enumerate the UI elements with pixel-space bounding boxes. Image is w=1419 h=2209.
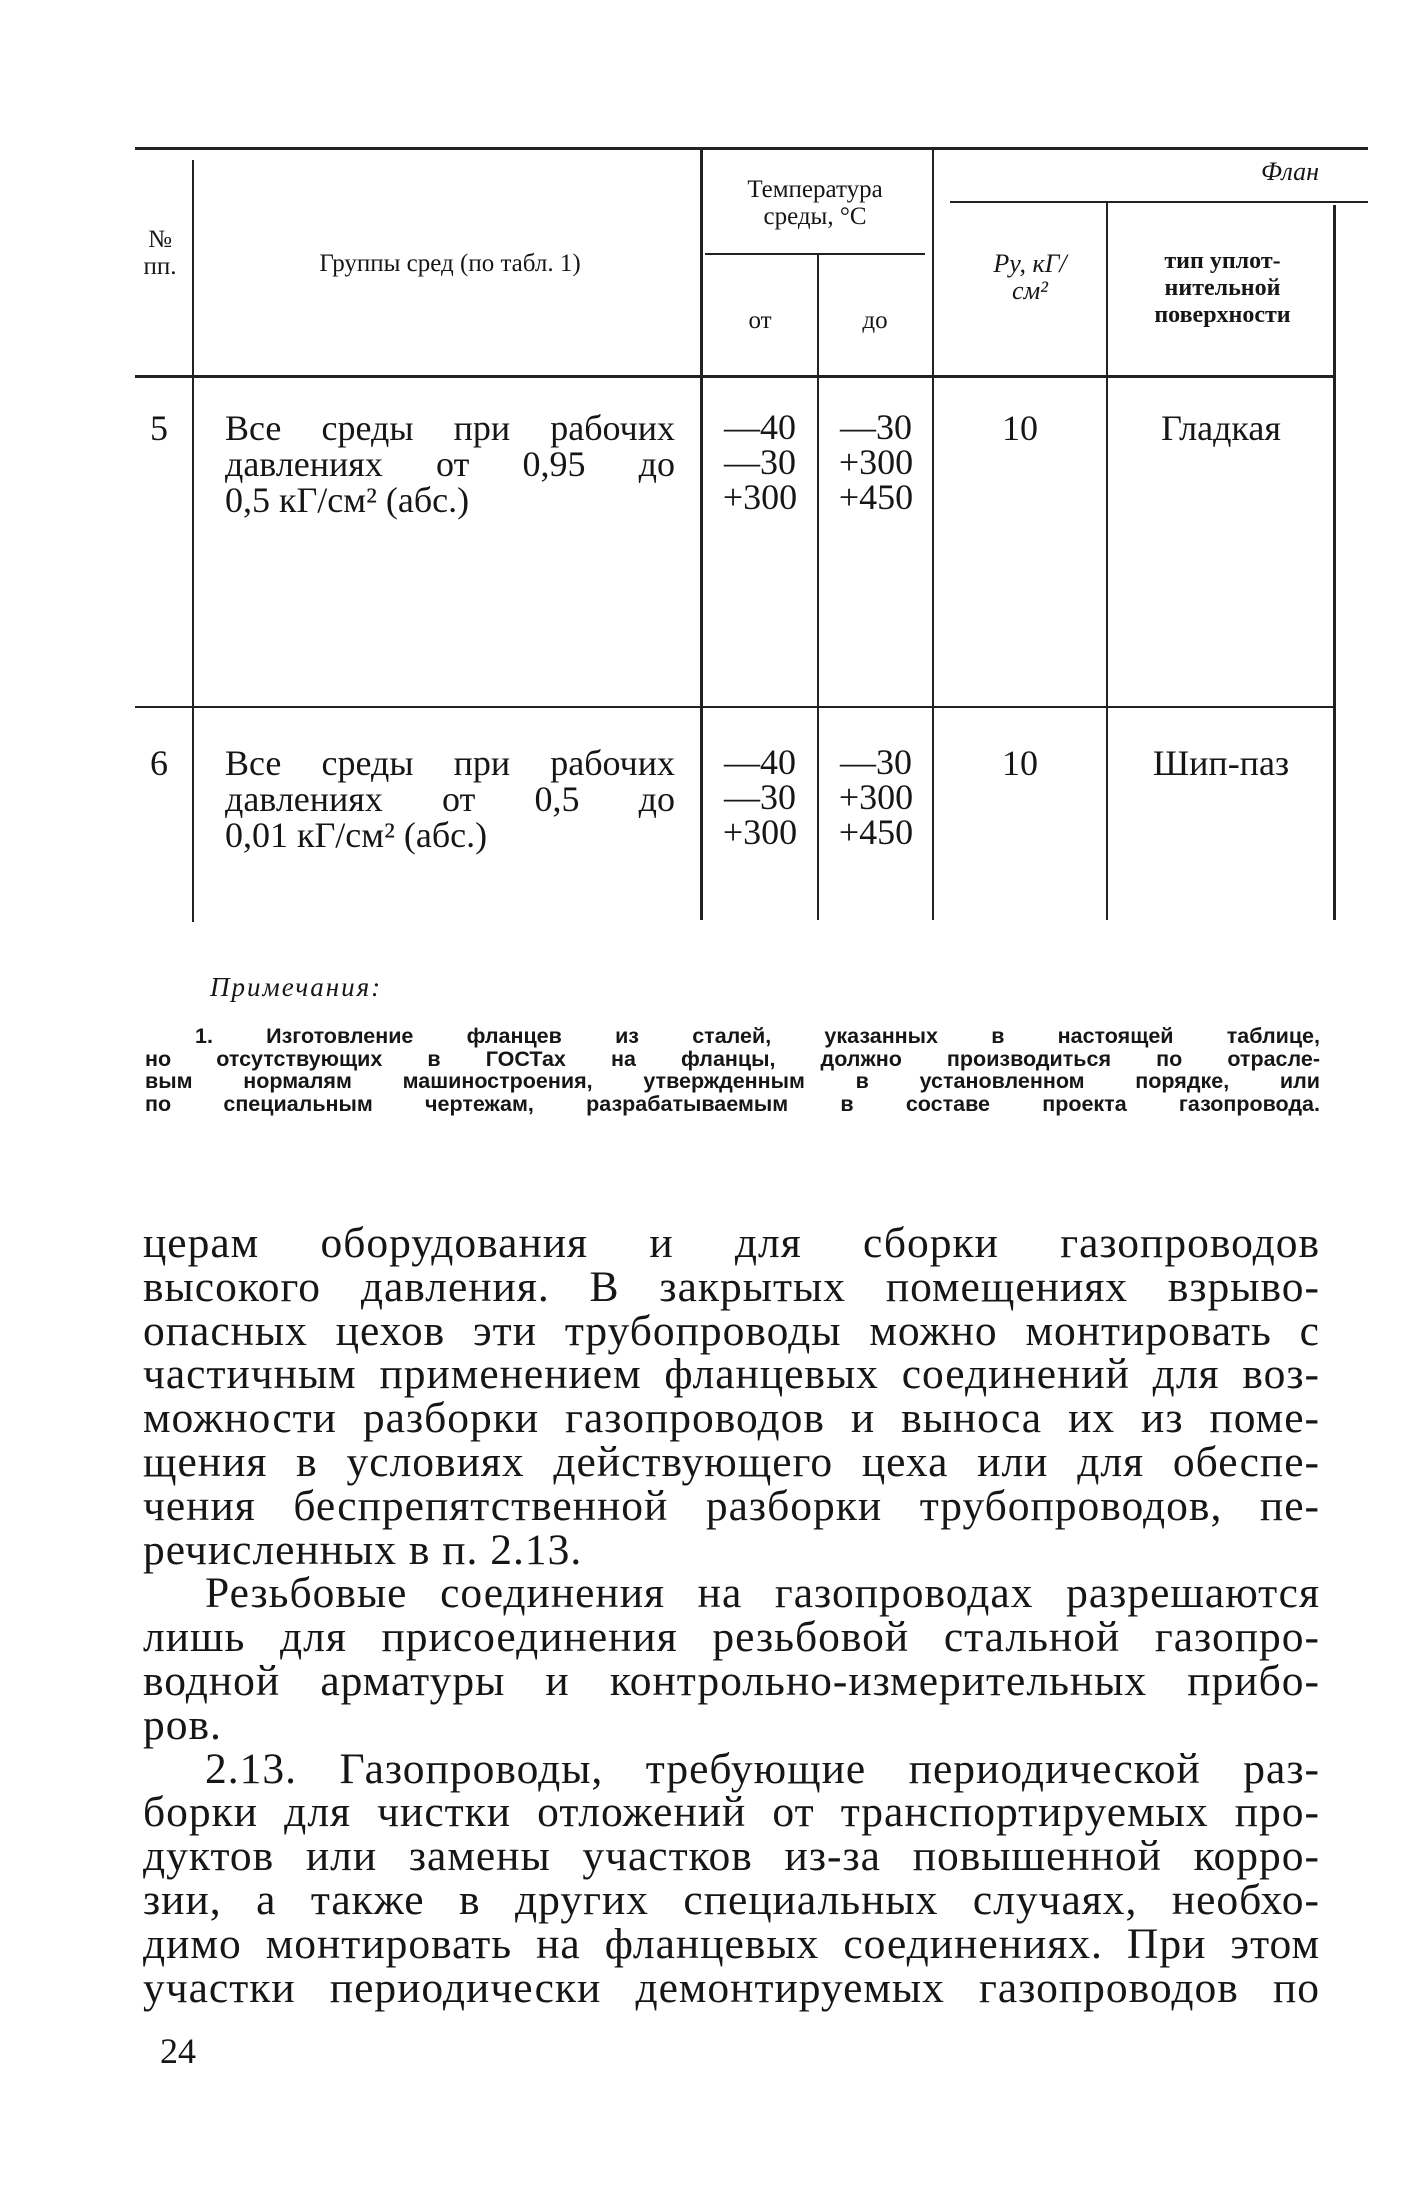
- temp-to: —30 +300 +450: [838, 407, 914, 517]
- temp-from: —40 —30 +300: [722, 407, 798, 517]
- col-line-4: [932, 148, 934, 920]
- col-line-1: [192, 160, 194, 922]
- body-text: церам оборудования и для сборки газопроводов высокого давления. В закрытых помещениях взрыво- опасных цехов эти трубопроводы можно монтировать с частичным применением фланцевых соединений для воз- можности разборки газопроводов и выноса их из поме- щения в условиях действующего цеха или для обеспе- чения беспрепятственной разборки трубопроводов, пе- речисленных в п. 2.13. Резьбовые соединения на газопроводах разрешаются лишь для присоединения резьбовой стальной газопро- водной арматуры и контрольно-измерительных прибо- ров. 2.13. Газопроводы, требующие периодической раз- борки для чистки отложений от транспортируемых про- дуктов или замены участков из-за повышенной корро- зии, а также в других специальных случаях, необхо- димо монтировать на фланцевых соединениях. При этом участки периодически демонтируемых газопроводов по: [143, 1219, 1320, 2012]
- row-group: Все среды при рабочих давлениях от 0,5 до 0,01 кГ/см² (абс.): [225, 743, 675, 855]
- header-bottom-rule: [135, 375, 1335, 378]
- row-number: 6: [150, 743, 168, 783]
- header-groups: Группы сред (по табл. 1): [319, 250, 581, 277]
- col-line-2: [700, 148, 703, 920]
- header-no: № пп.: [143, 226, 177, 280]
- header-to: до: [862, 307, 888, 334]
- header-from: от: [748, 307, 772, 334]
- row-number: 5: [150, 408, 168, 448]
- temp-sub-rule: [705, 253, 925, 255]
- col-line-5: [1106, 203, 1108, 920]
- flange-sub-rule: [950, 201, 1368, 203]
- seal-type: Гладкая: [1161, 408, 1281, 448]
- notes-text: 1. Изготовление фланцев из сталей, указанных в настоящей таблице, но отсутствующих в ГОСТах на фланцы, должно производиться по отрасле- вым нормалям машиностроения, утвержденным в установленном порядке, или по специальным чертежам, разрабатываемым в составе проекта газопровода.: [145, 1024, 1320, 1116]
- row-group: Все среды при рабочих давлениях от 0,95 до 0,5 кГ/см² (абс.): [225, 408, 675, 520]
- row-divider: [135, 706, 1335, 708]
- temp-from: —40 —30 +300: [722, 742, 798, 852]
- page-number: 24: [160, 2031, 196, 2071]
- header-flange: Флан: [1260, 157, 1320, 186]
- seal-type: Шип-паз: [1152, 743, 1290, 783]
- temp-to: —30 +300 +450: [838, 742, 914, 852]
- pressure: 10: [1002, 408, 1038, 448]
- header-temperature: Температура среды, °С: [747, 176, 883, 230]
- header-seal-type: тип уплот-нительной поверхности: [1154, 248, 1291, 328]
- col-line-6: [1333, 205, 1336, 920]
- notes-title: Примечания:: [210, 972, 383, 1002]
- pressure: 10: [1002, 743, 1038, 783]
- col-line-3: [817, 255, 819, 920]
- table-top-rule: [135, 147, 1368, 150]
- header-pressure: Pу, кГ/см²: [993, 249, 1067, 305]
